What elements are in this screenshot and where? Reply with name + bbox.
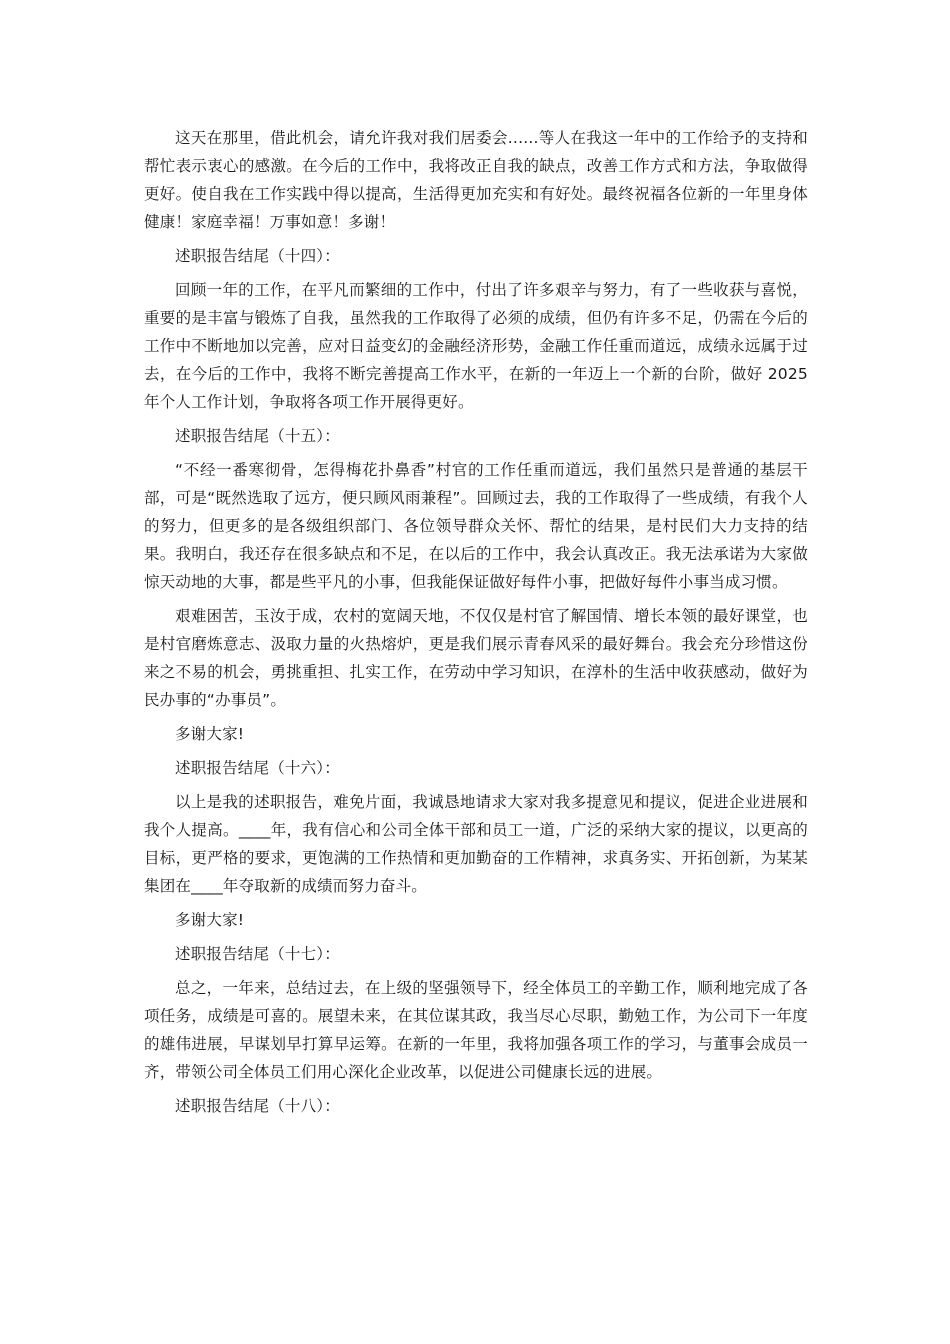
paragraph-section-14: 回顾一年的工作，在平凡而繁细的工作中，付出了许多艰辛与努力，有了一些收获与喜悦，重要的是丰富与锻炼了自我，虽然我的工作取得了必须的成绩，但仍有许多不足，仍需在今后的工作中不断地加以完善，应对日益变幻的金融经济形势，金融工作任重而道远，成绩永远属于过去，在今后的工作中，我将不断完善提高工作水平，在新的一年迈上一个新的台阶，做好 2025 年个人工作计划，争取将各项工作开展得更好。 [144, 281, 808, 411]
paragraph-section-16: 以上是我的述职报告，难免片面，我诚恳地请求大家对我多提意见和提议，促进企业进展和我个人提高。____年，我有信心和公司全体干部和员工一道，广泛的采纳大家的提议，以更高的目标，更严格的要求，更饱满的工作热情和更加勤奋的工作精神，求真务实、开拓创新，为某某集团在____年夺取新的成绩而努力奋斗。 [144, 793, 808, 895]
paragraph-section-17: 总之，一年来，总结过去，在上级的坚强领导下，经全体员工的辛勤工作，顺利地完成了各项任务，成绩是可喜的。展望未来，在其位谋其政，我当尽心尽职，勤勉工作，为公司下一年度的雄伟进展，早谋划早打算早运筹。在新的一年里，我将加强各项工作的学习，与董事会成员一齐，带领公司全体员工们用心深化企业改革，以促进公司健康长远的进展。 [144, 979, 808, 1081]
paragraph-section-15-thanks: 多谢大家! [175, 725, 245, 743]
section-heading-16: 述职报告结尾（十六）： [175, 759, 340, 777]
paragraph-closing-thanks: 这天在那里，借此机会，请允许我对我们居委会......等人在我这一年中的工作给予的支持和帮忙表示衷心的感激。在今后的工作中，我将改正自我的缺点，改善工作方式和方法，争取做得更好。使自我在工作实践中得以提高，生活得更加充实和有好处。最终祝福各位新的一年里身体健康！家庭幸福！万事如意！多谢！ [144, 129, 808, 231]
paragraph-section-15-b: 艰难困苦，玉汝于成，农村的宽阔天地，不仅仅是村官了解国情、增长本领的最好课堂，也是村官磨炼意志、汲取力量的火热熔炉，更是我们展示青春风采的最好舞台。我会充分珍惜这份来之不易的机会，勇挑重担、扎实工作，在劳动中学习知识，在淳朴的生活中收获感动，做好为民办事的“办事员”。 [144, 607, 808, 709]
section-heading-14: 述职报告结尾（十四）： [175, 247, 340, 265]
section-heading-17: 述职报告结尾（十七）： [175, 945, 340, 963]
paragraph-section-15-a: “不经一番寒彻骨，怎得梅花扑鼻香”村官的工作任重而道远，我们虽然只是普通的基层干部，可是“既然选取了远方，便只顾风雨兼程”。回顾过去，我的工作取得了一些成绩，有我个人的努力，但更多的是各级组织部门、各位领导群众关怀、帮忙的结果，是村民们大力支持的结果。我明白，我还存在很多缺点和不足，在以后的工作中，我会认真改正。我无法承诺为大家做惊天动地的大事，都是些平凡的小事，但我能保证做好每件小事，把做好每件小事当成习惯。 [144, 461, 808, 591]
section-heading-15: 述职报告结尾（十五）： [175, 427, 340, 445]
document-body [144, 124, 808, 1126]
paragraph-section-16-thanks: 多谢大家! [175, 911, 245, 929]
section-heading-18: 述职报告结尾（十八）： [175, 1097, 340, 1115]
